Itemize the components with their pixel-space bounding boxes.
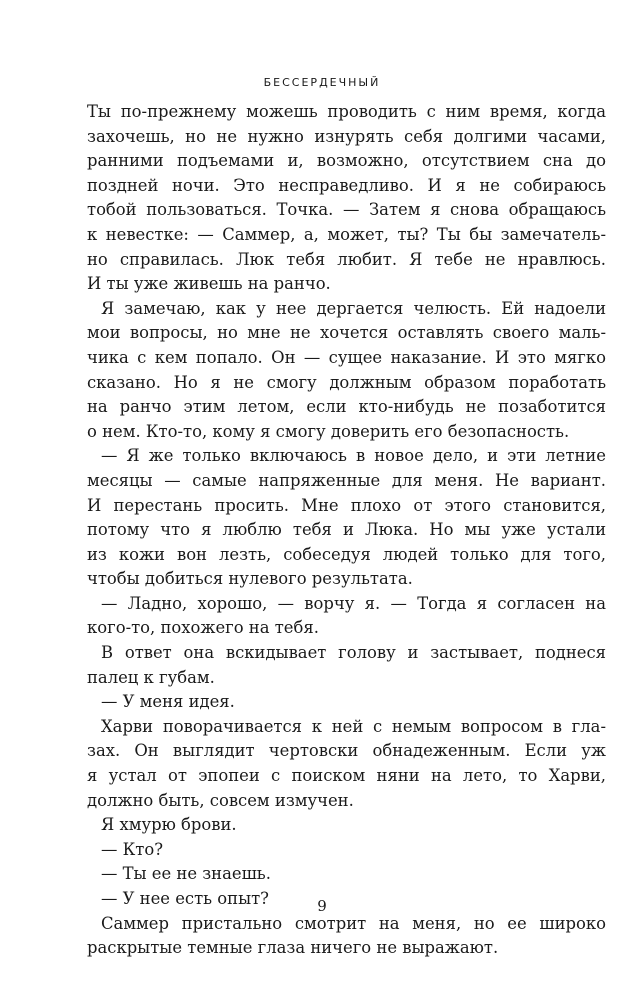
text-line: должно быть, совсем измучен. [87, 790, 354, 810]
body-text [87, 100, 606, 961]
text-line: ранними подъемами и, возможно, отсутствием сна до [87, 151, 606, 171]
text-line: тобой пользоваться. Точка. — Затем я снова обращаюсь [87, 200, 606, 220]
text-line: поздней ночи. Это несправедливо. И я не собираюсь [87, 175, 606, 195]
text-line: — Ты ее не знаешь. [101, 864, 271, 884]
text-line: но справилась. Люк тебя любит. Я тебе не нравлюсь. [87, 249, 606, 269]
page-number: 9 [317, 897, 327, 915]
text-line: сказано. Но я не смогу должным образом поработать [87, 372, 606, 392]
running-head: БЕССЕРДЕЧНЫЙ [263, 76, 381, 89]
text-line: Я замечаю, как у нее дергается челюсть. Ей надоели [101, 298, 606, 318]
text-line: мои вопросы, но мне не хочется оставлять своего маль- [87, 323, 606, 343]
text-line: потому что я люблю тебя и Люка. Но мы уже устали [87, 520, 606, 540]
text-line: на ранчо этим летом, если кто-нибудь не позаботится [87, 397, 606, 417]
text-line: — У меня идея. [101, 692, 235, 712]
text-line: из кожи вон лезть, собеседуя людей только для того, [87, 544, 606, 564]
text-line: раскрытые темные глаза ничего не выражают. [87, 938, 499, 958]
text-line: Ты по-прежнему можешь проводить с ним время, когда [87, 102, 606, 121]
text-line: кого-то, похожего на тебя. [87, 618, 319, 638]
text-line: чтобы добиться нулевого результата. [87, 569, 413, 589]
text-line: — У нее есть опыт? [101, 889, 269, 908]
text-line: В ответ она вскидывает голову и застывает, поднеся [101, 643, 606, 663]
text-line: палец к губам. [87, 667, 215, 687]
text-line: зах. Он выглядит чертовски обнадеженным. Если уж [87, 741, 606, 761]
text-line: — Ладно, хорошо, — ворчу я. — Тогда я согласен на [101, 593, 606, 613]
text-line: Харви поворачивается к ней с немым вопросом в гла- [101, 716, 606, 736]
text-line: к невестке: — Саммер, а, может, ты? Ты бы замечатель- [87, 224, 606, 244]
text-line: Я хмурю брови. [101, 815, 237, 835]
text-line: Саммер пристально смотрит на меня, но ее широко [101, 913, 606, 933]
text-line: захочешь, но не нужно изнурять себя долгими часами, [87, 126, 606, 146]
text-line: И перестань просить. Мне плохо от этого становится, [87, 495, 606, 515]
text-line: чика с кем попало. Он — сущее наказание. И это мягко [87, 347, 606, 367]
text-line: я устал от эпопеи с поиском няни на лето, то Харви, [87, 766, 606, 786]
text-line: — Кто? [101, 839, 164, 859]
text-line: — Я же только включаюсь в новое дело, и эти летние [101, 446, 606, 466]
text-line: И ты уже живешь на ранчо. [87, 274, 331, 294]
text-line: месяцы — самые напряженные для меня. Не вариант. [87, 470, 606, 490]
text-line: о нем. Кто-то, кому я смогу доверить его безопасность. [87, 421, 570, 441]
